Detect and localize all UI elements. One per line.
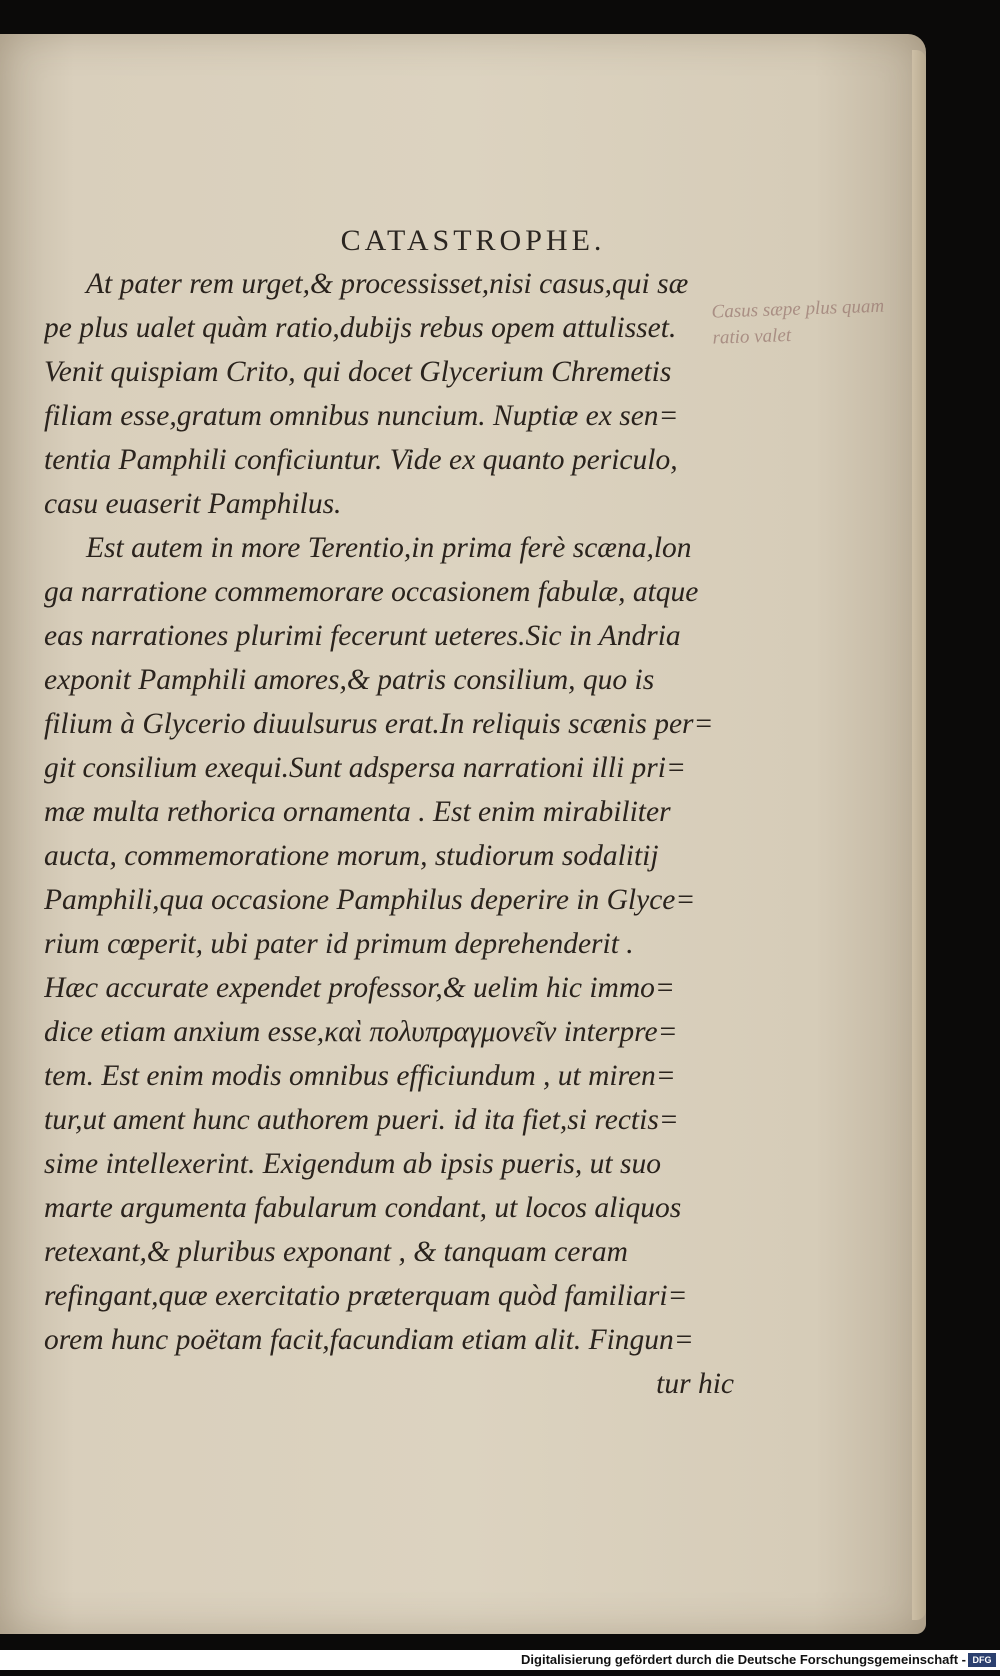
text-line: tur,ut ament hunc authorem pueri. id ita fiet,si rectis=: [44, 1104, 679, 1136]
book-page: [0, 34, 926, 1634]
text-line: refingant,quæ exercitatio præterquam quòd familiari=: [44, 1280, 688, 1312]
text-line: git consilium exequi.Sunt adspersa narrationi illi pri=: [44, 752, 686, 784]
text-line: eas narrationes plurimi fecerunt ueteres.Sic in Andria: [44, 620, 681, 652]
text-line: tentia Pamphili conficiuntur. Vide ex quanto periculo,: [44, 444, 678, 476]
body-text: [44, 262, 734, 1406]
text-line: filium à Glycerio diuulsurus erat.In reliquis scænis per=: [44, 708, 714, 740]
text-line: Hæc accurate expendet professor,& uelim hic immo=: [44, 972, 675, 1004]
text-line: filiam esse,gratum omnibus nuncium. Nuptiæ ex sen=: [44, 400, 679, 432]
text-line: dice etiam anxium esse,καὶ πολυπραγμονεῖν interpre=: [44, 1016, 678, 1048]
page-edge: [912, 50, 926, 1620]
handwritten-margin-note: [711, 292, 923, 351]
footer-bar: [0, 1650, 1000, 1670]
text-line: ga narratione commemorare occasionem fabulæ, atque: [44, 576, 699, 608]
text-line: Pamphili,qua occasione Pamphilus deperire in Glyce=: [44, 884, 696, 916]
text-line: rium cœperit, ubi pater id primum deprehenderit .: [44, 928, 634, 960]
page-header: CATASTROPHE.: [340, 224, 606, 257]
margin-note-line: ratio valet: [712, 324, 792, 349]
text-line: mæ multa rethorica ornamenta . Est enim mirabiliter: [44, 796, 671, 828]
text-line: exponit Pamphili amores,& patris consilium, quo is: [44, 664, 655, 696]
text-line: At pater rem urget,& processisset,nisi casus,qui sæ: [86, 268, 689, 300]
text-line: retexant,& pluribus exponant , & tanquam ceram: [44, 1236, 628, 1268]
margin-note-line: Casus sæpe plus quam: [711, 295, 885, 323]
funding-credit: Digitalisierung gefördert durch die Deutsche Forschungsgemeinschaft -: [521, 1652, 966, 1667]
text-line: tem. Est enim modis omnibus efficiundum , ut miren=: [44, 1060, 676, 1092]
text-line: Est autem in more Terentio,in prima ferè scæna,lon: [86, 532, 692, 564]
text-line: marte argumenta fabularum condant, ut locos aliquos: [44, 1192, 682, 1224]
text-line: pe plus ualet quàm ratio,dubijs rebus opem attulisset.: [44, 312, 677, 344]
text-line: casu euaserit Pamphilus.: [44, 488, 342, 520]
text-line: orem hunc poëtam facit,facundiam etiam alit. Fingun=: [44, 1324, 694, 1356]
dfg-logo: DFG: [968, 1653, 996, 1667]
text-line: aucta, commemoratione morum, studiorum sodalitij: [44, 840, 659, 872]
text-line: sime intellexerint. Exigendum ab ipsis pueris, ut suo: [44, 1148, 661, 1180]
text-line: Venit quispiam Crito, qui docet Glycerium Chremetis: [44, 356, 672, 388]
text-line: tur hic: [656, 1368, 734, 1400]
